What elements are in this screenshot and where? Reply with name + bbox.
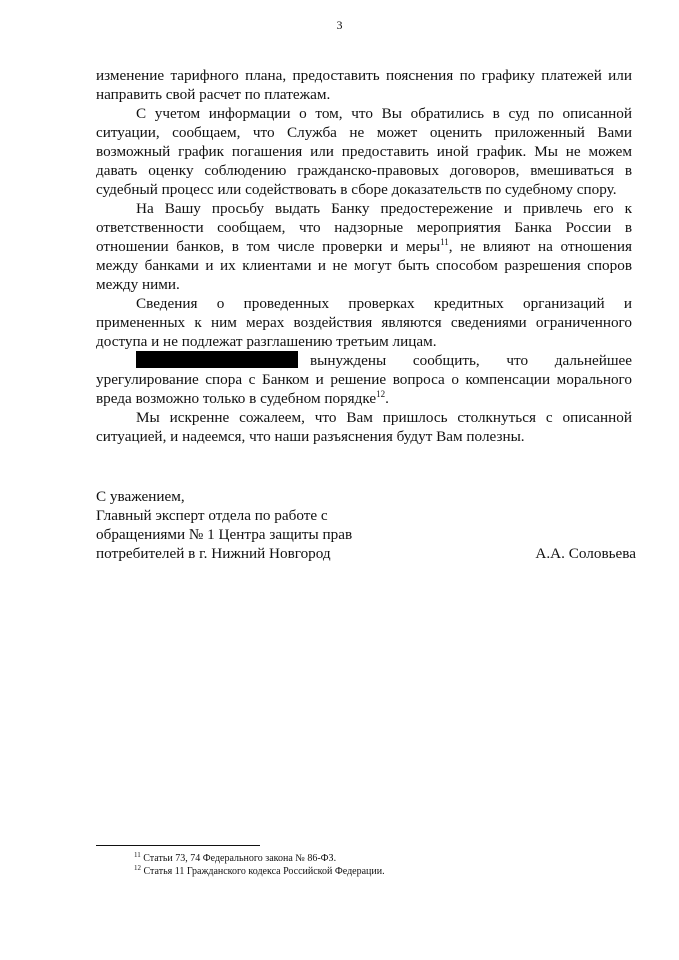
signature-title-line-2: обращениями № 1 Центра защиты прав (96, 526, 353, 543)
paragraph-3-text-a: На Вашу просьбу выдать Банку предостережение и привлечь его к ответственности сообщаем, что надзорные мероприятия Банка России в отношении банков, в том числе проверки и меры (96, 200, 632, 255)
paragraph-6: Мы искренне сожалеем, что Вам пришлось столкнуться с описанной ситуацией, и надеемся, что наши разъяснения будут Вам полезны. (96, 409, 632, 445)
redaction-block (136, 351, 298, 368)
signature-greeting: С уважением, (96, 488, 185, 505)
signature-block (96, 487, 636, 563)
footnotes (134, 852, 385, 878)
page-number: 3 (336, 18, 343, 32)
signature-last-line (96, 544, 636, 563)
footnote-12 (134, 865, 385, 878)
footnote-ref-11: 11 (440, 237, 449, 247)
signature-title-line-3: потребителей в г. Нижний Новгород (96, 545, 331, 562)
paragraph-1: изменение тарифного плана, предоставить пояснения по графику платежей или направить свой расчет по платежам. (96, 67, 632, 103)
footnote-number: 11 (134, 851, 141, 859)
footnote-text: Статьи 73, 74 Федерального закона № 86-ФЗ. (143, 853, 337, 864)
paragraph-5-text-a: вынуждены сообщить, что дальнейшее урегулирование спора с Банком и решение вопроса о компенсации морального вреда возможно только в судебном порядке (96, 352, 632, 407)
paragraph-3-text-b: , не влияют на отношения между банками и их клиентами и не могут быть способом разрешения споров между ними. (96, 238, 632, 293)
footnote-number: 12 (134, 864, 141, 872)
signature-name: А.А. Соловьева (535, 545, 636, 562)
signature-title-line-1: Главный эксперт отдела по работе с (96, 507, 328, 524)
letter-body (96, 66, 632, 446)
paragraph-3 (96, 199, 632, 294)
paragraph-5-text-b: . (385, 390, 389, 407)
paragraph-4: Сведения о проведенных проверках кредитных организаций и примененных к ним мерах воздействия являются сведениями ограниченного доступа и не подлежат разглашению третьим лицам. (96, 295, 632, 350)
footnote-text: Статья 11 Гражданского кодекса Российской Федерации. (143, 866, 385, 877)
paragraph-5 (96, 351, 632, 408)
paragraph-2: С учетом информации о том, что Вы обратились в суд по описанной ситуации, сообщаем, что Служба не может оценить приложенный Вами возможный график погашения или предоставить иной график. Мы не можем давать оценку соблюдению гражданско-правовых договоров, вмешиваться в судебный процесс или содействовать в сборе доказательств по судебному спору. (96, 105, 632, 198)
footnote-separator (96, 845, 260, 846)
footnote-11 (134, 852, 385, 865)
footnote-ref-12: 12 (376, 389, 386, 399)
